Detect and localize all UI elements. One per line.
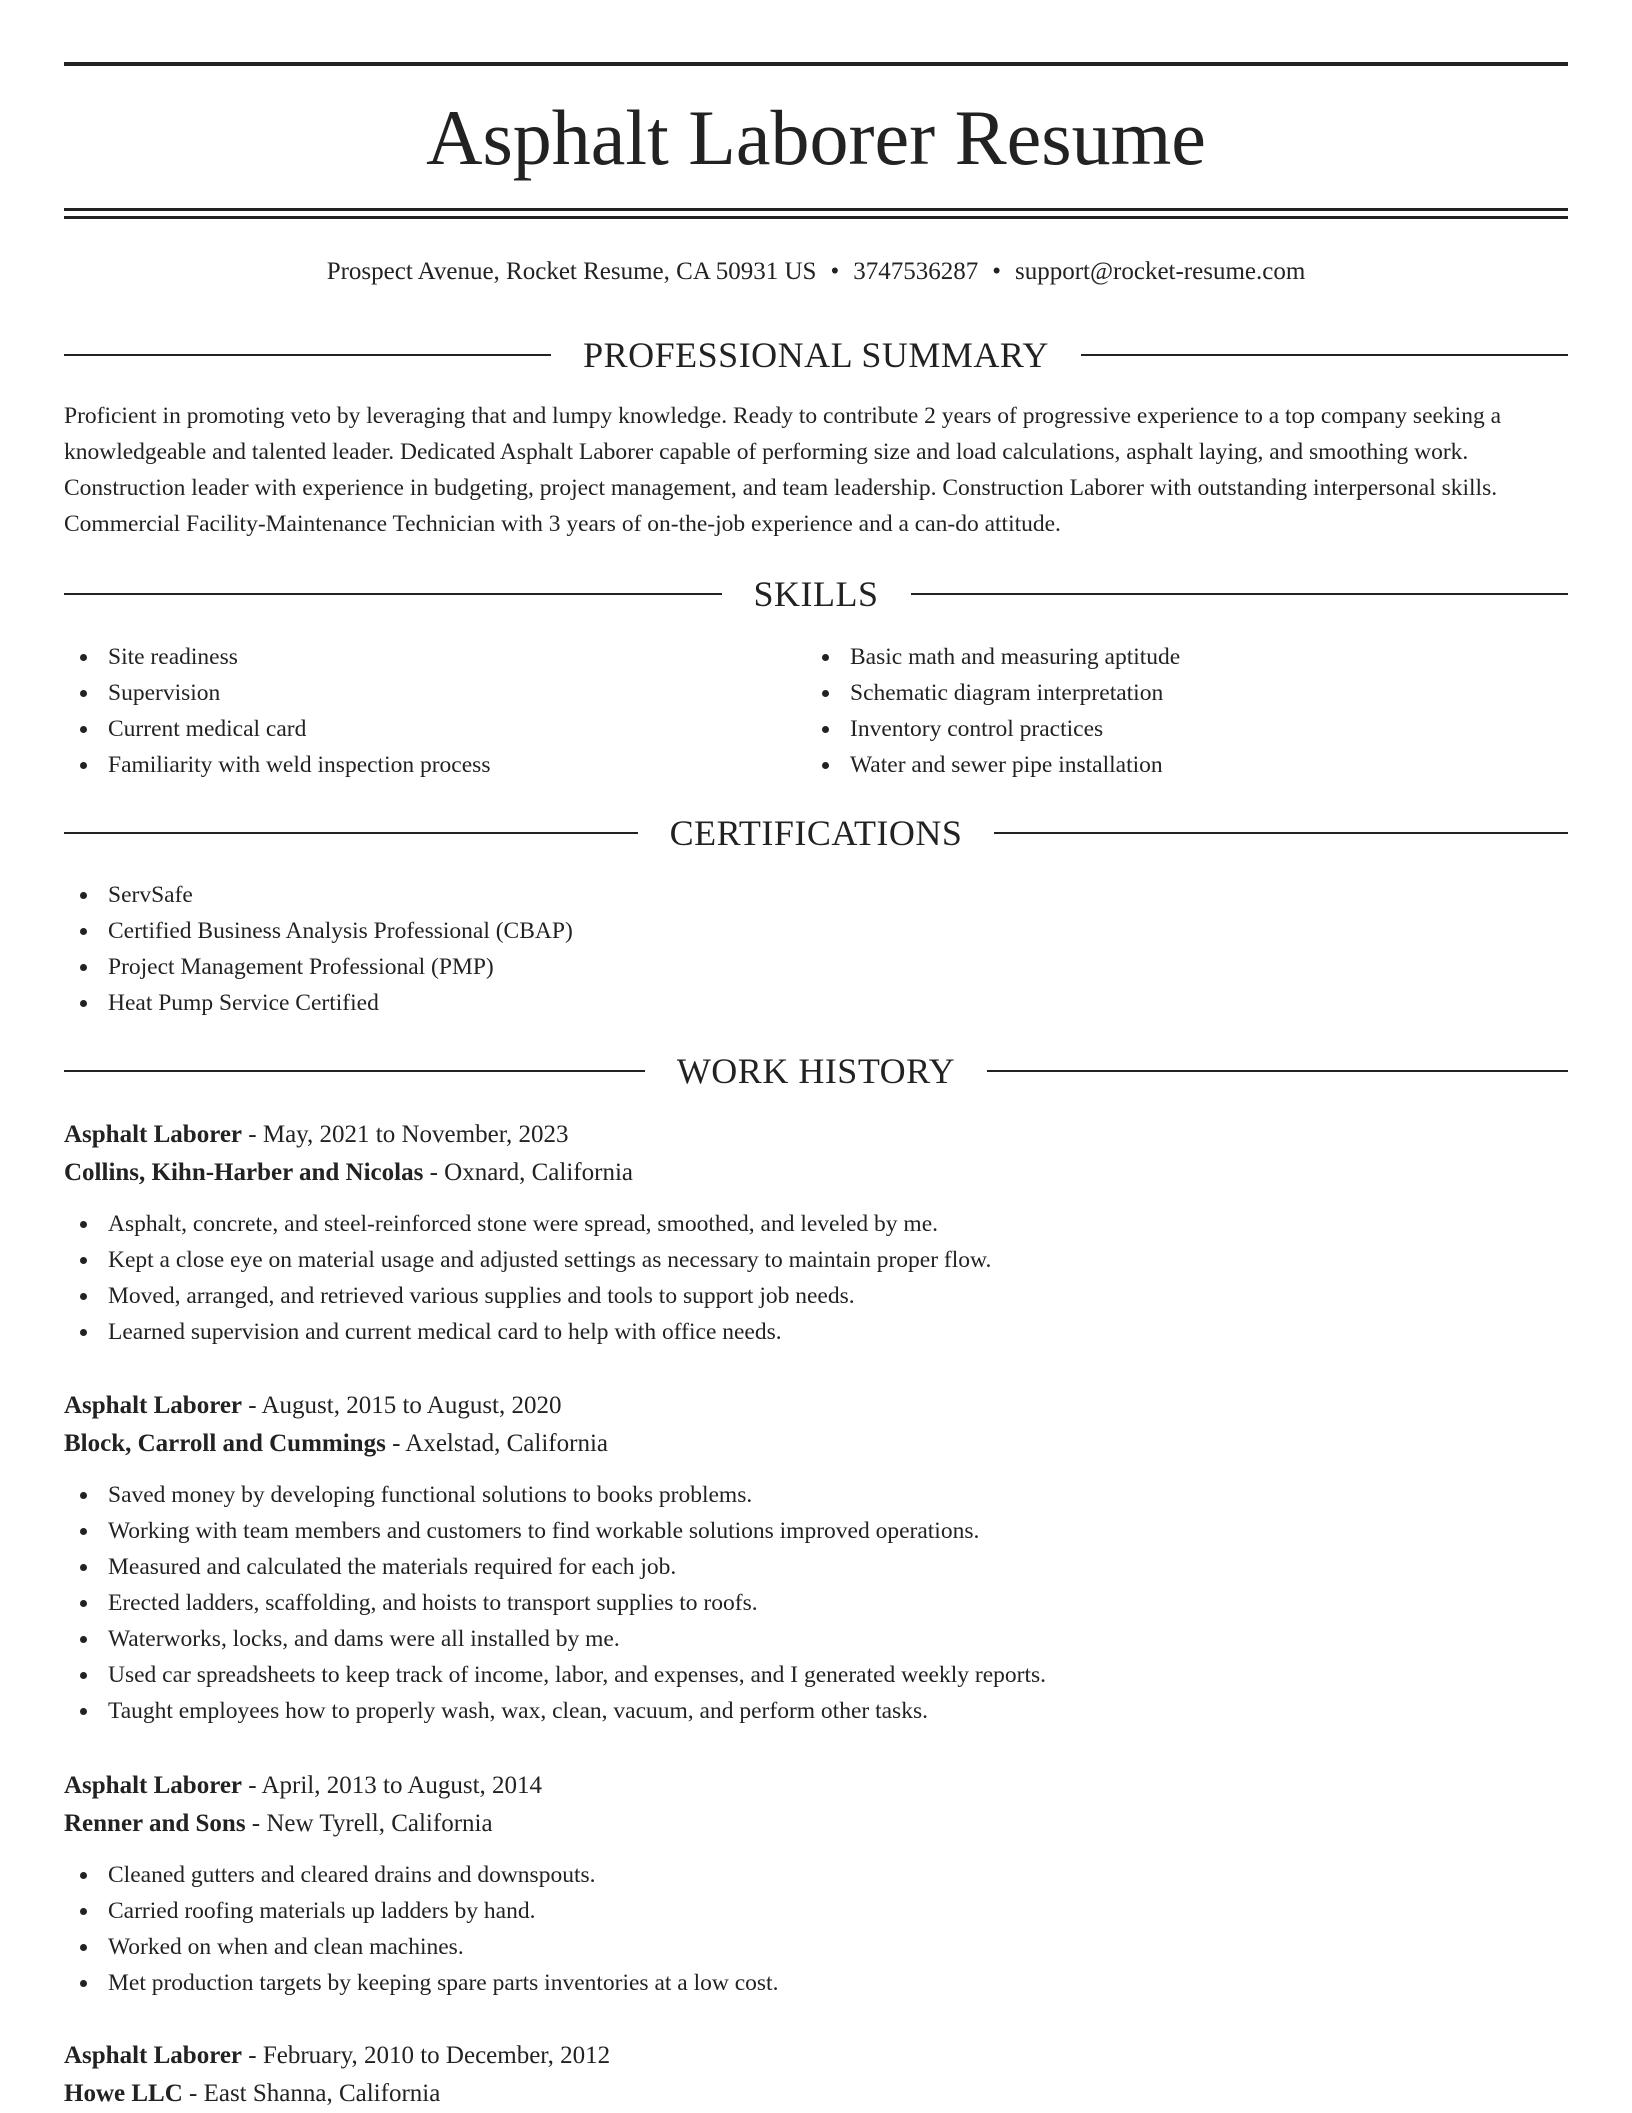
job-title-line [64, 1387, 1568, 1425]
job-bullet: Used car spreadsheets to keep track of income, labor, and expenses, and I generated weekly reports. [64, 1657, 1568, 1693]
section-heading-label: CERTIFICATIONS [669, 813, 963, 853]
job-bullet: Cleaned gutters and cleared drains and downspouts. [64, 1857, 1568, 1893]
job-entry [64, 1767, 1568, 2001]
job-entry [64, 1116, 1568, 1350]
job-bullet: Saved money by developing functional solutions to books problems. [64, 1477, 1568, 1513]
skill-item: Basic math and measuring aptitude [806, 639, 1566, 675]
skill-item: Current medical card [64, 711, 804, 747]
job-company-line [64, 1805, 1568, 1843]
contact-separator: • [992, 258, 1001, 285]
job-dates: - April, 2013 to August, 2014 [248, 1772, 543, 1799]
skill-item: Site readiness [64, 639, 804, 675]
job-title-line [64, 1116, 1568, 1154]
contact-address: Prospect Avenue, Rocket Resume, CA 50931 US [326, 258, 817, 285]
job-location: - New Tyrell, California [251, 1810, 493, 1837]
heading-rule-right [994, 832, 1568, 834]
job-bullet: Met production targets by keeping spare parts inventories at a low cost. [64, 1965, 1568, 2001]
job-company-line [64, 1154, 1568, 1192]
certification-item: Certified Business Analysis Professional (CBAP) [64, 913, 1568, 949]
job-dates: - August, 2015 to August, 2020 [248, 1392, 562, 1419]
summary-text: Proficient in promoting veto by leveraging that and lumpy knowledge. Ready to contribute 2 years of progressive experience to a top company seeking a knowledgeable and talented leader. Dedicated Asphalt Laborer capable of performing size and load calculations, asphalt laying, and smoothing work. Construction leader with experience in budgeting, project management, and team leadership. Construction Laborer with outstanding interpersonal skills. Commercial Facility-Maintenance Technician with 3 years of on-the-job experience and a can-do attitude. [64, 403, 1502, 537]
job-bullet: Moved, arranged, and retrieved various supplies and tools to support job needs. [64, 1278, 1568, 1314]
heading-rule-left [64, 1070, 645, 1072]
job-bullet: Erected ladders, scaffolding, and hoists to transport supplies to roofs. [64, 1585, 1568, 1621]
job-bullets [64, 1857, 1568, 2001]
job-company: Howe LLC [64, 2080, 183, 2107]
skill-item: Schematic diagram interpretation [806, 675, 1566, 711]
resume-title: Asphalt Laborer Resume [426, 94, 1206, 181]
heading-rule-right [1081, 354, 1568, 356]
job-bullet: Learned supervision and current medical card to help with office needs. [64, 1314, 1568, 1350]
job-title-line [64, 1767, 1568, 1805]
job-location: - East Shanna, California [189, 2080, 441, 2107]
job-bullets [64, 1206, 1568, 1350]
job-bullet: Measured and calculated the materials required for each job. [64, 1549, 1568, 1585]
job-bullet: Carried roofing materials up ladders by hand. [64, 1893, 1568, 1929]
job-title: Asphalt Laborer [64, 2042, 243, 2069]
job-bullet: Taught employees how to properly wash, wax, clean, vacuum, and perform other tasks. [64, 1693, 1568, 1729]
job-company-line [64, 2075, 1568, 2113]
skill-item: Supervision [64, 675, 804, 711]
certification-item: ServSafe [64, 877, 1568, 913]
job-bullet: Kept a close eye on material usage and adjusted settings as necessary to maintain proper flow. [64, 1242, 1568, 1278]
section-heading-certifications [64, 811, 1568, 855]
job-bullet: Waterworks, locks, and dams were all installed by me. [64, 1621, 1568, 1657]
job-entry [64, 1387, 1568, 1729]
top-rule [64, 62, 1568, 66]
contact-separator: • [830, 258, 840, 285]
contact-phone: 3747536287 [853, 258, 979, 285]
section-heading-label: PROFESSIONAL SUMMARY [583, 335, 1049, 375]
certifications-list [64, 877, 1568, 1021]
section-heading-label: SKILLS [753, 574, 879, 614]
job-bullet: Asphalt, concrete, and steel-reinforced stone were spread, smoothed, and leveled by me. [64, 1206, 1568, 1242]
job-dates: - February, 2010 to December, 2012 [248, 2042, 611, 2069]
job-dates: - May, 2021 to November, 2023 [248, 1121, 569, 1148]
heading-rule-right [911, 593, 1569, 595]
heading-rule-right [987, 1070, 1568, 1072]
job-company: Renner and Sons [64, 1810, 246, 1837]
job-bullet: Worked on when and clean machines. [64, 1929, 1568, 1965]
job-bullets [64, 1477, 1568, 1729]
skill-item: Inventory control practices [806, 711, 1566, 747]
heading-rule-left [64, 593, 722, 595]
skills-list-left [64, 639, 804, 783]
heading-rule-left [64, 832, 638, 834]
section-heading-skills [64, 572, 1568, 616]
contact-email: support@rocket-resume.com [1015, 258, 1306, 285]
section-heading-label: WORK HISTORY [676, 1051, 956, 1091]
skill-item: Familiarity with weld inspection process [64, 747, 804, 783]
job-location: - Oxnard, California [429, 1159, 633, 1186]
job-title-line [64, 2037, 1568, 2075]
job-title: Asphalt Laborer [64, 1772, 243, 1799]
certification-item: Heat Pump Service Certified [64, 985, 1568, 1021]
job-bullet: Working with team members and customers to find workable solutions improved operations. [64, 1513, 1568, 1549]
section-heading-summary [64, 333, 1568, 377]
title-double-rule-lower [64, 216, 1568, 219]
title-double-rule-upper [64, 208, 1568, 211]
job-title: Asphalt Laborer [64, 1392, 243, 1419]
job-company-line [64, 1425, 1568, 1463]
skill-item: Water and sewer pipe installation [806, 747, 1566, 783]
certification-item: Project Management Professional (PMP) [64, 949, 1568, 985]
skills-list-right [806, 639, 1566, 783]
contact-line [64, 254, 1568, 290]
section-heading-work-history [64, 1049, 1568, 1093]
job-title: Asphalt Laborer [64, 1121, 243, 1148]
job-location: - Axelstad, California [392, 1430, 608, 1457]
job-entry [64, 2037, 1568, 2113]
job-company: Block, Carroll and Cummings [64, 1430, 386, 1457]
heading-rule-left [64, 354, 551, 356]
job-company: Collins, Kihn-Harber and Nicolas [64, 1159, 424, 1186]
